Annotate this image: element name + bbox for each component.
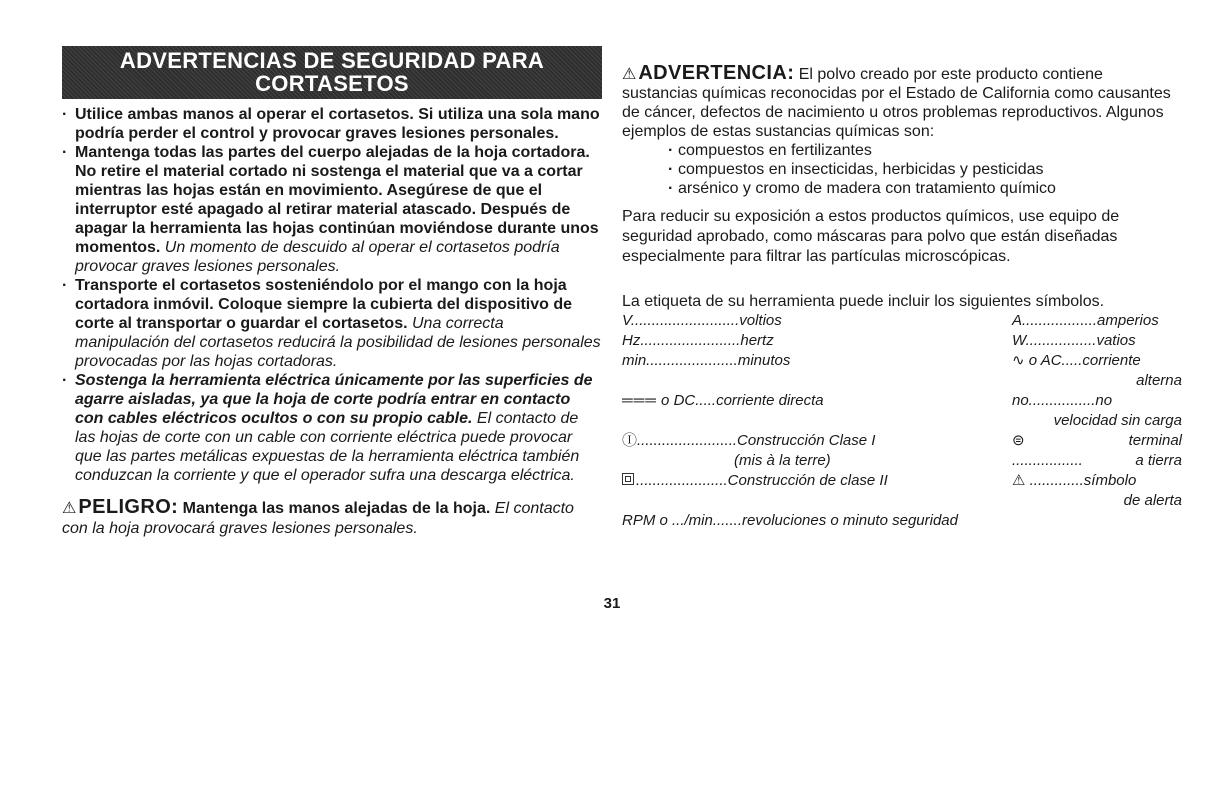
list-item: · arsénico y cromo de madera con tratamiento químico (668, 179, 1182, 198)
symbol-terminal-line2: ................. a tierra (1012, 452, 1182, 469)
warning-text: El polvo creado por este producto contiene sustancias químicas reconocidas por el Estado de California como causantes de cáncer, defectos de nacimiento u otros problemas reproductivos. Algunos ejemplos de estas sustancias químicas son: (622, 66, 1171, 140)
rule-bold-italic: Sostenga la herramienta eléctrica únicamente por las superficies de agarre aisladas, ya que la hoja de corte podría entrar en contacto con cables eléctricos ocultos o con su propio cable. (75, 372, 593, 427)
warning-notice (622, 64, 1182, 141)
rule-bold: Mantenga todas las partes del cuerpo alejadas de la hoja cortadora. No retire el material cortado ni sostenga el material que va a cortar mientras las hojas están en movimiento. Asegúrese de que el interruptor esté apagado al retirar material atascado. Después de apagar la herramienta las hojas continúan moviéndose durante unos momentos. (75, 144, 599, 256)
left-column (62, 46, 602, 539)
list-item: · compuestos en insecticidas, herbicidas y pesticidas (668, 160, 1182, 179)
danger-italic: El contacto con la hoja provocará graves lesiones personales. (62, 500, 574, 537)
symbol-volts: V..........................voltios (622, 312, 782, 329)
symbol-alert-line2: de alerta (1123, 492, 1182, 509)
exposure-paragraph: Para reducir su exposición a estos productos químicos, use equipo de seguridad aprobado, como máscaras para polvo que están diseñadas especialmente para filtrar las partículas microscópicas. (622, 208, 1120, 265)
symbol-hertz: Hz........................hertz (622, 332, 774, 349)
rule-item (62, 276, 602, 371)
rule-item (62, 105, 602, 143)
rule-bold: Transporte el cortasetos sosteniéndolo por el mango con la hoja cortadora inmóvil. Coloque siempre la cubierta del dispositivo de corte al transportar o guardar el cortasetos. (75, 277, 572, 332)
rule-item (62, 371, 602, 485)
symbol-ac-line2: alterna (1136, 372, 1182, 389)
banner-line-1: ADVERTENCIAS DE SEGURIDAD PARA (119, 48, 545, 73)
symbol-no-load-line2: velocidad sin carga (1053, 412, 1182, 429)
symbol-class2: ......................Construcción de clase II (622, 471, 952, 491)
list-item: · compuestos en fertilizantes (668, 141, 1182, 160)
danger-bold: Mantenga las manos alejadas de la hoja. (182, 500, 491, 517)
double-square-icon (622, 473, 634, 485)
safety-rules-list (62, 105, 602, 485)
symbol-class1-sub: (mis à la terre) (734, 452, 831, 469)
rule-italic: El contacto de las hojas de corte con un cable con corriente eléctrica puede provocar que las partes metálicas expuestas de la herramienta eléctrica también conduzcan la corriente y que el operador sufra una descarga eléctrica. (75, 410, 580, 484)
symbol-amps: A..................amperios (1012, 312, 1159, 329)
symbol-terminal: ⊜ terminal (1012, 432, 1182, 449)
symbol-rpm: RPM o .../min.......revoluciones o minuto seguridad (622, 512, 958, 529)
rule-italic: Un momento de descuido al operar el cortasetos podría provocar graves lesiones personales. (75, 239, 560, 275)
warning-triangle-icon: ⚠ (62, 500, 77, 517)
danger-notice (62, 497, 602, 539)
symbols-intro: La etiqueta de su herramienta puede incluir los siguientes símbolos. (622, 293, 1105, 310)
class1-icon: Ⓘ (622, 432, 638, 449)
rule-bold: Utilice ambas manos al operar el cortasetos. Si utiliza una sola mano podría perder el control y provocar graves lesiones personales. (75, 106, 600, 142)
symbol-minutes: min......................minutos (622, 352, 791, 369)
ac-wave-icon: ∿ (1012, 352, 1025, 369)
rule-italic: Una correcta manipulación del cortasetos reducirá la posibilidad de lesiones personales provocadas por las hojas cortadoras. (75, 315, 601, 370)
warning-triangle-icon: ⚠ (1012, 472, 1026, 489)
chemicals-list (622, 141, 1182, 198)
earth-terminal-icon: ⊜ (1012, 432, 1025, 449)
symbol-alert: ⚠ .............símbolo (1012, 472, 1137, 489)
banner-line-2: CORTASETOS (255, 71, 409, 96)
symbol-no-load: no................no (1012, 392, 1113, 409)
symbol-dc: ═══ o DC.....corriente directa (622, 392, 824, 409)
danger-word: PELIGRO: (78, 496, 179, 518)
safety-banner (62, 46, 602, 99)
symbol-class1: Ⓘ........................Construcción Clase I (622, 432, 876, 449)
rule-item (62, 143, 602, 276)
page-number: 31 (603, 595, 621, 612)
warning-triangle-icon: ⚠ (622, 66, 637, 83)
right-column (622, 64, 1182, 531)
symbols-table (622, 311, 1182, 531)
dc-current-icon: ═══ (622, 392, 657, 409)
warning-word: ADVERTENCIA: (638, 62, 795, 84)
symbol-watts: W.................vatios (1012, 332, 1136, 349)
symbol-ac: ∿ o AC.....corriente (1012, 352, 1141, 369)
